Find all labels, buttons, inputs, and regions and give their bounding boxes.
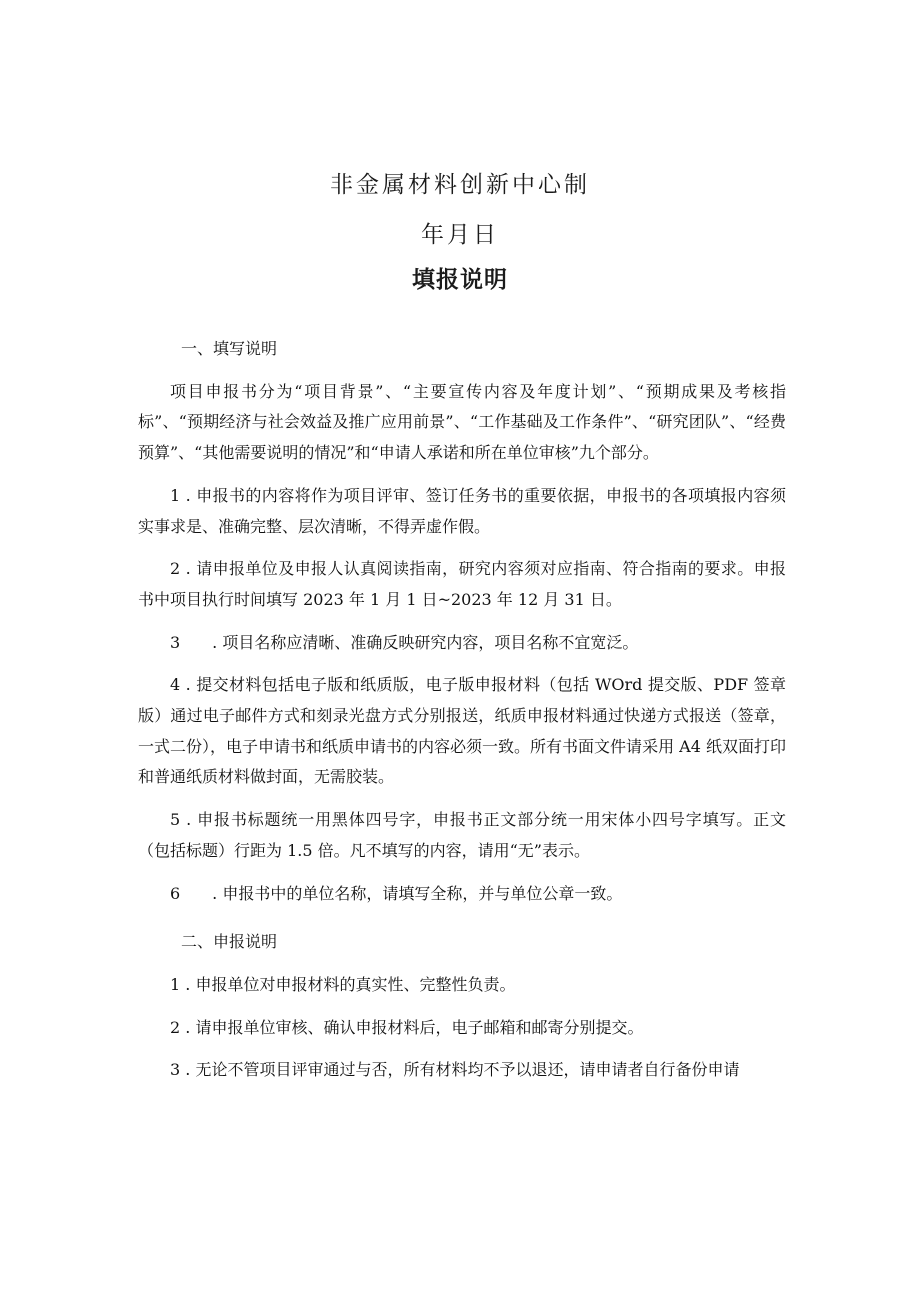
date-line: 年月日	[421, 222, 499, 248]
spacer	[138, 909, 786, 927]
section-heading-fill-instructions: 一、填写说明	[181, 339, 278, 358]
spacer	[138, 793, 786, 805]
spacer	[138, 1001, 786, 1013]
spacer	[138, 616, 786, 628]
section1-item-5: 5 . 申报书标题统一用黑体四号字，申报书正文部分统一用宋体小四号字填写。正文（包括标题）行距为 1.5 倍。凡不填写的内容，请用“无”表示。	[138, 810, 786, 860]
section2-item-2: 2 . 请申报单位审核、确认申报材料后，电子邮箱和邮寄分别提交。	[170, 1017, 644, 1037]
spacer	[138, 1043, 786, 1055]
section1-item-6: 6 . 申报书中的单位名称，请填写全称，并与单位公章一致。	[170, 883, 623, 903]
section1-item-3: 3 . 项目名称应清晰、准确反映研究内容，项目名称不宜宽泛。	[170, 632, 639, 652]
page-title: 填报说明	[412, 267, 508, 293]
section2-item-1: 1 . 申报单位对申报材料的真实性、完整性负责。	[170, 974, 516, 994]
organization-line: 非金属材料创新中心制	[330, 172, 590, 198]
spacer	[138, 658, 786, 670]
spacer	[138, 958, 786, 970]
spacer	[138, 867, 786, 879]
section1-item-2: 2 . 请申报单位及申报人认真阅读指南，研究内容须对应指南、符合指南的要求。申报书中项目执行时间填写 2023 年 1 月 1 日~2023 年 12 月 31 日。	[138, 559, 786, 609]
section1-item-1: 1 . 申报书的内容将作为项目评审、签订任务书的重要依据，申报书的各项填报内容须实事求是、准确完整、层次清晰，不得弄虚作假。	[138, 485, 786, 536]
spacer	[138, 542, 786, 554]
spacer	[138, 469, 786, 481]
spacer	[138, 365, 786, 377]
section-heading-application-instructions: 二、申报说明	[181, 932, 278, 952]
document-body	[138, 334, 786, 1086]
section2-item-3: 3 . 无论不管项目评审通过与否，所有材料均不予以退还，请申请者自行备份申请	[170, 1060, 740, 1080]
section1-item-4: 4 . 提交材料包括电子版和纸质版，电子版申报材料（包括 WOrd 提交版、PDF 签章版）通过电子邮件方式和刻录光盘方式分别报送，纸质申报材料通过快递方式报送（签章，一式二份），电子申请书和纸质申请书的内容必须一致。所有书面文件请采用 A4 纸双面打印和普通纸质材料做封面，无需胶装。	[138, 675, 786, 787]
section1-intro-paragraph: 项目申报书分为“项目背景”、“主要宣传内容及年度计划”、“预期成果及考核指标”、“预期经济与社会效益及推广应用前景”、“工作基础及工作条件”、“研究团队”、“经费预算”、“其他需要说明的情况”和“申请人承诺和所在单位审核”九个部分。	[138, 381, 786, 463]
